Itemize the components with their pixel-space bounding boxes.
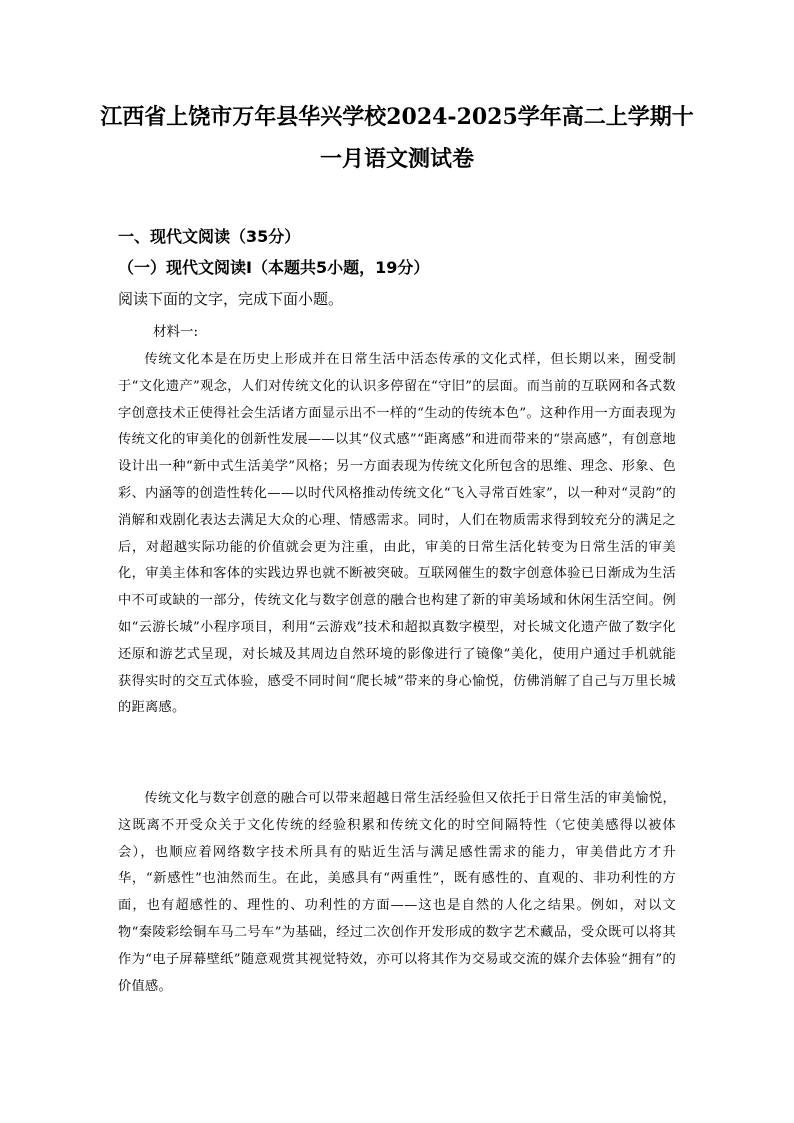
- document-title-line-1: 江西省上饶市万年县华兴学校2024-2025学年高二上学期十: [100, 104, 694, 130]
- document-title-line-2: 一月语文测试卷: [319, 146, 474, 172]
- subsection-heading: （一）现代文阅读Ⅰ（本题共5小题，19分）: [118, 258, 430, 277]
- material-paragraph: 传统文化本是在历史上形成并在日常生活中活态传承的文化式样，但长期以来，囿受制于“文化遗产”观念，人们对传统文化的认识多停留在“守旧”的层面。而当前的互联网和各式数字创意技术正使得社会生活诸方面显示出不一样的“生动的传统本色”。这种作用一方面表现为传统文化的审美化的创新性发展——以其“仪式感”“距离感”和进而带来的“崇高感”，有创意地设计出一种“新中式生活美学”风格；另一方面表现为传统文化所包含的思维、理念、形象、色彩、内涵等的创造性转化——以时代风格推动传统文化“飞入寻常百姓家”，以一种对“灵韵”的消解和戏剧化表达去满足大众的心理、情感需求。同时，人们在物质需求得到较充分的满足之后，对超越实际功能的价值就会更为注重，由此，审美的日常生活化转变为日常生活的审美化，审美主体和客体的实践边界也就不断被突破。互联网催生的数字创意体验已日渐成为生活中不可或缺的一部分，传统文化与数字创意的融合也构建了新的审美场域和休闲生活空间。例如“云游长城”小程序项目，利用“云游戏”技术和超拟真数字模型，对长城文化遗产做了数字化还原和游艺式呈现，对长城及其周边自然环境的影像进行了镜像”美化，使用户通过手机就能获得实时的交互式体验，感受不同时间“爬长城”带来的身心愉悦，仿佛消解了自己与万里长城的距离感。: [118, 352, 676, 716]
- reading-instruction: 阅读下面的文字，完成下面小题。: [118, 290, 344, 308]
- material-paragraph: 传统文化与数字创意的融合可以带来超越日常生活经验但又依托于日常生活的审美愉悦，这既离不开受众关于文化传统的经验积累和传统文化的时空间隔特性（它使美感得以被体会），也顺应着网络数字技术所具有的贴近生活与满足感性需求的能力，审美借此方才升华，“新感性”也油然而生。在此，美感具有“两重性”，既有感性的、直观的、非功利性的方面，也有超感性的、理性的、功利性的方面——这也是自然的人化之结果。例如，对以文物“秦陵彩绘铜车马二号车”为基础，经过二次创作开发形成的数字艺术藏品，受众既可以将其作为“电子屏幕壁纸”随意观赏其视觉特效，亦可以将其作为交易或交流的媒介去体验“拥有”的价值感。: [118, 791, 676, 994]
- section-heading: 一、现代文阅读（35分）: [118, 227, 301, 246]
- material-label: 材料一:: [153, 324, 199, 340]
